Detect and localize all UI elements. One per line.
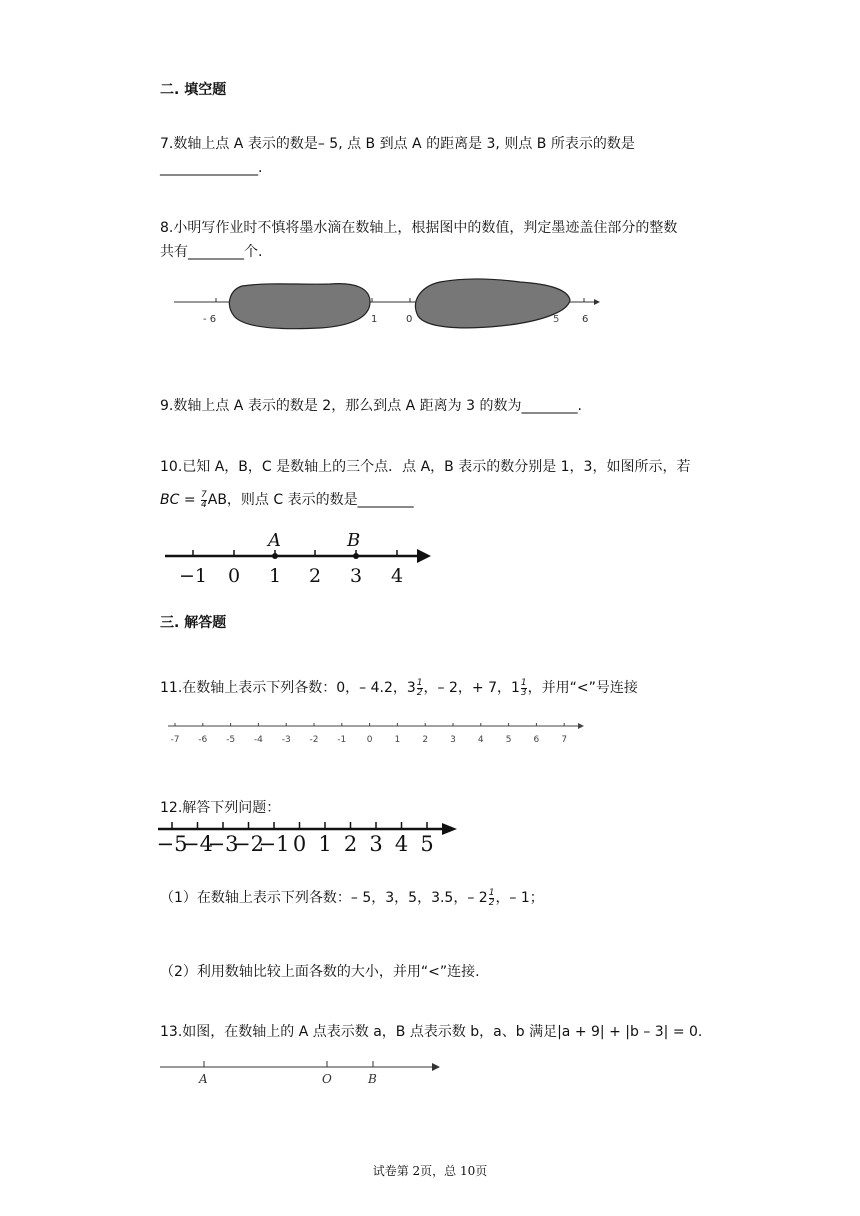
q12-part1-post: ，– 1； bbox=[495, 890, 544, 906]
q11-tick-label: 3 bbox=[450, 735, 456, 745]
q12-ticks bbox=[157, 822, 434, 856]
q7-text: 7.数轴上点 A 表示的数是– 5, 点 B 到点 A 的距离是 3, 则点 B 所表示的数是 bbox=[160, 136, 635, 152]
q9-text: 9.数轴上点 A 表示的数是 2，那么到点 A 距离为 3 的数为________. bbox=[160, 398, 582, 414]
q13-text: 13.如图，在数轴上的 A 点表示数 a，B 点表示数 b，a、b 满足|a + 9| + |b – 3| = 0. bbox=[160, 1024, 703, 1040]
q10-condition-rest: AB，则点 C 表示的数是________ bbox=[207, 492, 414, 508]
q10-tick-3: 3 bbox=[350, 565, 363, 587]
q11-text bbox=[160, 678, 638, 698]
section-title-fill-blank: 二. 填空题 bbox=[160, 82, 227, 98]
q11-tick-label: 7 bbox=[561, 735, 568, 745]
ink-blot-left bbox=[229, 284, 370, 329]
q10-label-b: B bbox=[347, 530, 361, 551]
q11-text-post: ，并用“<”号连接 bbox=[527, 680, 638, 696]
q11-number-line bbox=[160, 716, 600, 756]
q8-answer-line: 共有________个. bbox=[160, 244, 263, 260]
q11-tick-label: -7 bbox=[170, 735, 180, 745]
q12-arrow bbox=[442, 823, 457, 835]
q11-tick-label: 6 bbox=[533, 735, 540, 745]
q12-tick-label: 0 bbox=[292, 832, 307, 856]
q10-tick-neg1: −1 bbox=[179, 565, 208, 587]
q11-tick-label: 2 bbox=[422, 735, 429, 745]
q12-tick-label: −5 bbox=[156, 832, 188, 856]
q11-tick-label: -3 bbox=[281, 735, 291, 745]
q11-tick-label: -2 bbox=[309, 735, 319, 745]
q13-label-o: O bbox=[322, 1072, 332, 1086]
q12-tick-label: 3 bbox=[369, 832, 383, 856]
q12-tick-label: 5 bbox=[420, 832, 434, 856]
q11-tick-label: -1 bbox=[337, 735, 347, 745]
q8-label-neg6: - 6 bbox=[203, 314, 217, 325]
q13-number-line bbox=[160, 1056, 460, 1096]
page-footer: 试卷第 2页，总 10页 bbox=[372, 1164, 488, 1178]
q12-tick-label: −2 bbox=[233, 832, 264, 856]
q10-text: 10.已知 A，B，C 是数轴上的三个点．点 A，B 表示的数分别是 1，3，如图所示，若 bbox=[160, 459, 691, 475]
q7-answer-blank: ______________. bbox=[160, 160, 263, 176]
ink-blot-right bbox=[415, 279, 570, 328]
q10-point-a bbox=[272, 553, 278, 559]
q8-label-partial: 5 bbox=[553, 314, 560, 325]
q10-condition bbox=[160, 490, 414, 510]
q11-text-pre: 11.在数轴上表示下列各数：0，– 4.2，3 bbox=[160, 680, 416, 696]
q10-tick-4: 4 bbox=[391, 565, 404, 587]
q11-frac-half: $\frac{1}{2}$ bbox=[416, 677, 423, 698]
q11-tick-label: -5 bbox=[226, 735, 236, 745]
q12-tick-label: −4 bbox=[182, 832, 213, 856]
q12-text: 12.解答下列问题： bbox=[160, 800, 281, 816]
q11-frac-third: $\frac{1}{3}$ bbox=[520, 677, 527, 698]
q10-point-b bbox=[353, 553, 359, 559]
q11-tick-label: 5 bbox=[505, 735, 512, 745]
q11-text-mid: ，– 2，+ 7，1 bbox=[423, 680, 520, 696]
q12-part1 bbox=[160, 888, 544, 908]
q10-fraction: $\frac{7}{4}$ bbox=[201, 489, 207, 510]
q12-number-line bbox=[158, 818, 468, 858]
q8-text: 8.小明写作业时不慎将墨水滴在数轴上，根据图中的数值，判定墨迹盖住部分的整数 bbox=[160, 220, 678, 236]
q12-tick-label: −3 bbox=[207, 832, 239, 856]
q8-number-line bbox=[170, 272, 610, 342]
q8-label-6: 6 bbox=[582, 314, 589, 325]
q11-tick-label: 0 bbox=[366, 735, 373, 745]
q8-label-1: 1 bbox=[371, 314, 378, 325]
q12-tick-label: −1 bbox=[258, 832, 290, 856]
q10-label-a: A bbox=[268, 530, 281, 551]
q10-bc-label: BC = bbox=[160, 492, 201, 508]
q13-label-b: B bbox=[368, 1072, 377, 1086]
q10-tick-2: 2 bbox=[309, 565, 322, 587]
q11-tick-label: 1 bbox=[394, 735, 401, 745]
q11-arrow bbox=[578, 723, 584, 729]
q12-part1-frac: $\frac{1}{2}$ bbox=[488, 887, 495, 908]
q12-tick-label: 2 bbox=[343, 832, 358, 856]
q8-arrow bbox=[594, 299, 600, 305]
q10-number-line bbox=[165, 528, 445, 588]
q13-label-a: A bbox=[199, 1072, 208, 1086]
q12-part2: （2）利用数轴比较上面各数的大小，并用“<”连接. bbox=[160, 964, 480, 980]
q10-arrow bbox=[417, 549, 431, 563]
q12-tick-label: 1 bbox=[318, 832, 332, 856]
q12-part1-pre: （1）在数轴上表示下列各数：– 5，3，5，3.5，– 2 bbox=[160, 890, 488, 906]
q11-tick-label: -4 bbox=[253, 735, 263, 745]
q8-label-0: 0 bbox=[406, 314, 413, 325]
q10-tick-0: 0 bbox=[228, 565, 241, 587]
q13-arrow bbox=[432, 1063, 440, 1071]
q10-tick-1: 1 bbox=[269, 565, 282, 587]
q11-tick-label: 4 bbox=[477, 735, 484, 745]
q11-tick-label: -6 bbox=[198, 735, 208, 745]
section-title-solve: 三. 解答题 bbox=[160, 615, 227, 631]
q12-tick-label: 4 bbox=[394, 832, 409, 856]
